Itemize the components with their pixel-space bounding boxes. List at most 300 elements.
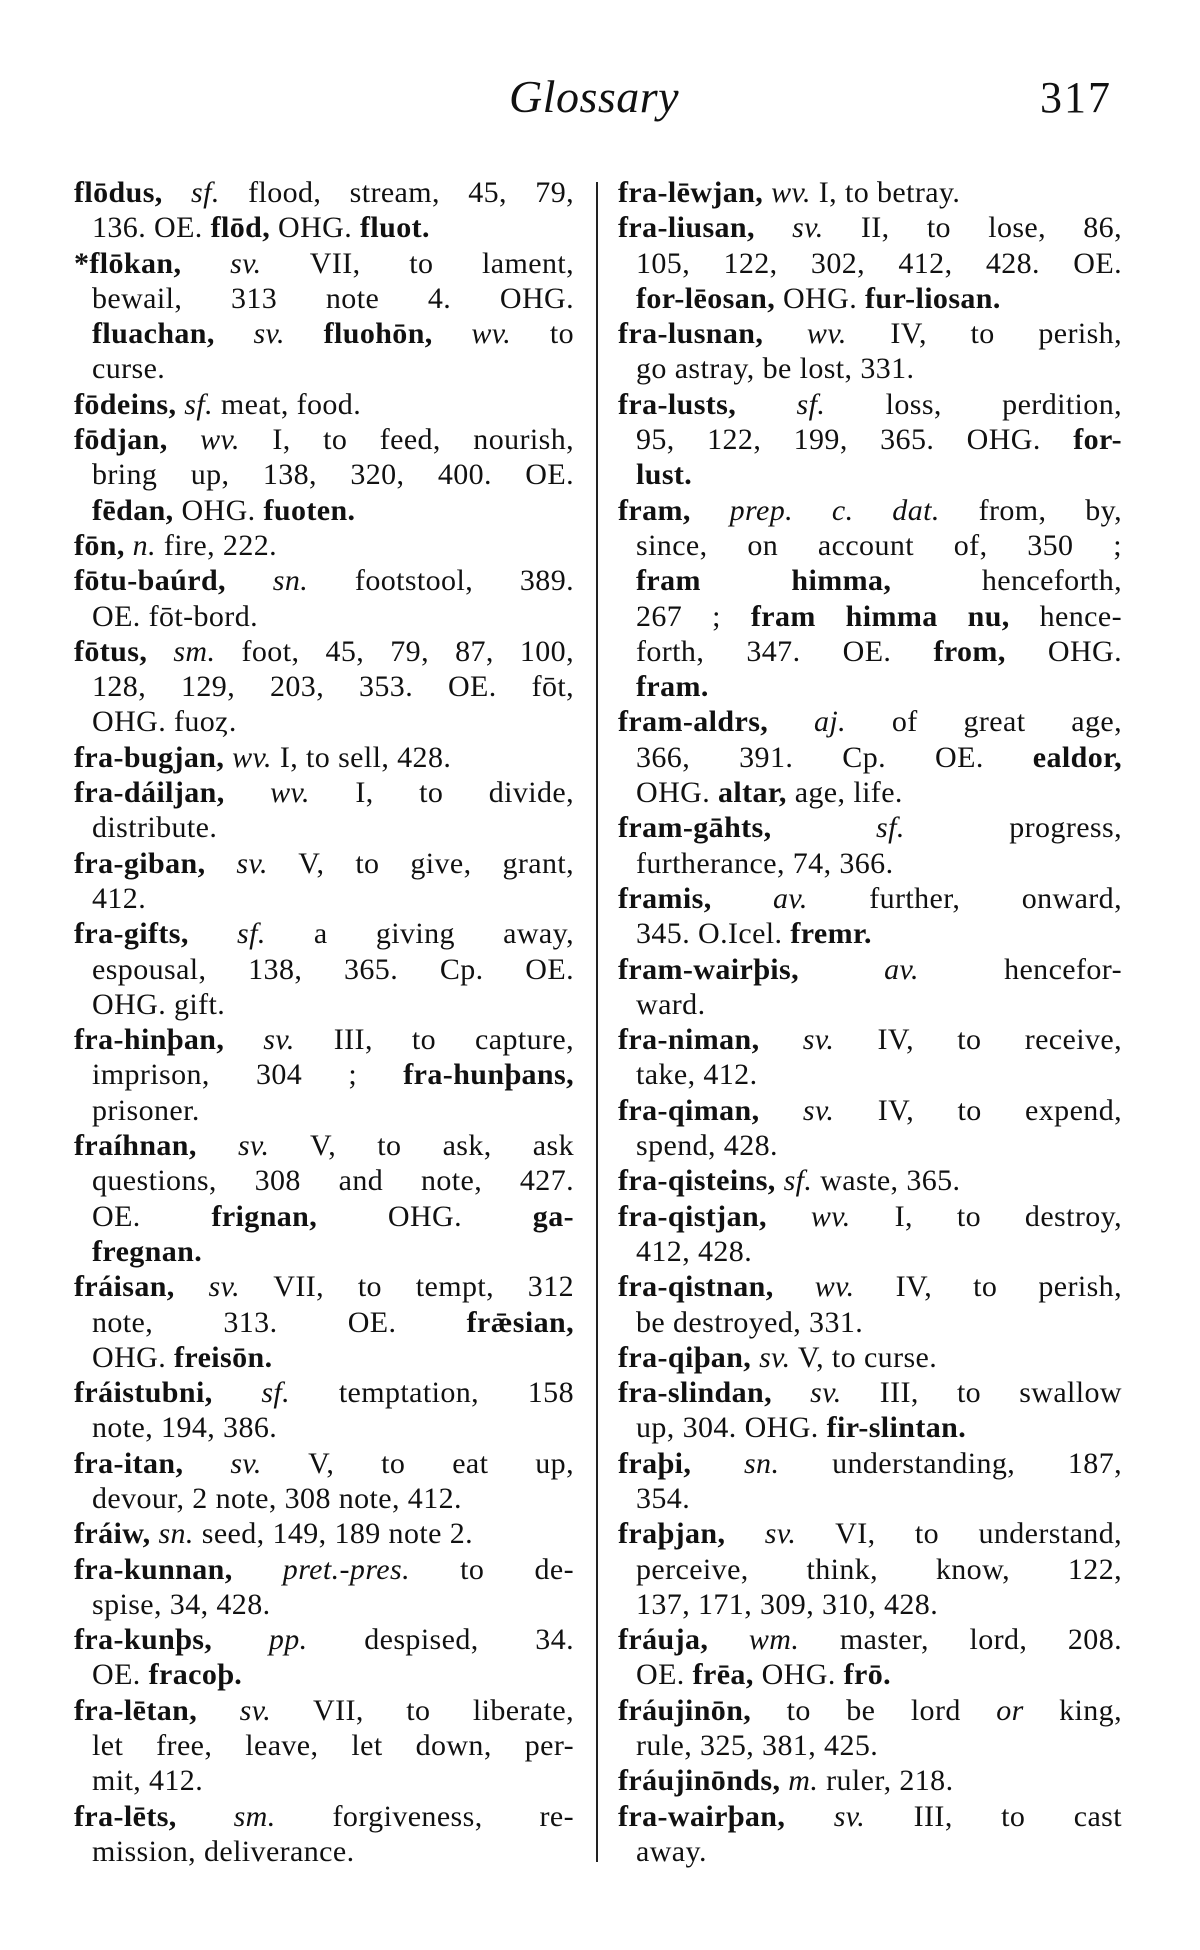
definition-text: forth, 347. OE. xyxy=(636,634,934,668)
entry-line xyxy=(618,1763,1122,1798)
definition-text: OHG. xyxy=(636,776,718,810)
headword-text: fra-qisteins, xyxy=(618,1164,776,1198)
entry-line xyxy=(618,599,1122,634)
entry-line xyxy=(618,1728,1122,1763)
definition-text: prisoner. xyxy=(92,1093,200,1127)
entry-line xyxy=(74,1799,574,1834)
entry-line xyxy=(618,775,1122,810)
grammar-label: aj. xyxy=(768,705,847,739)
glossary-entry xyxy=(74,1022,574,1128)
grammar-label: pret.-pres. xyxy=(232,1552,410,1586)
headword-text: fracoþ. xyxy=(148,1658,243,1692)
glossary-entry xyxy=(618,1022,1122,1093)
definition-text: of great age, xyxy=(846,705,1122,739)
definition-text: 412, 428. xyxy=(636,1234,753,1268)
entry-line xyxy=(618,1410,1122,1445)
grammar-label: sv. xyxy=(197,1693,272,1727)
definition-text: III, to swallow xyxy=(841,1376,1122,1410)
definition-text: distribute. xyxy=(92,811,218,845)
headword-text: fremr. xyxy=(790,917,872,951)
glossary-entry xyxy=(74,1269,574,1375)
definition-text: 105, 122, 302, 412, 428. OE. xyxy=(636,246,1122,280)
entry-line xyxy=(618,1693,1122,1728)
definition-text: IV, to expend, xyxy=(834,1093,1122,1127)
definition-text: V, to curse. xyxy=(790,1340,938,1374)
grammar-label: wv. xyxy=(224,776,310,810)
glossary-entry xyxy=(618,704,1122,810)
headword-text: ga- xyxy=(532,1199,574,1233)
grammar-label: wv. xyxy=(766,1199,851,1233)
headword-text: fram himma nu, xyxy=(750,599,1010,633)
grammar-label: sv. xyxy=(772,1376,842,1410)
entry-line xyxy=(74,1022,574,1057)
entry-line xyxy=(74,1128,574,1163)
entry-line xyxy=(74,316,574,351)
definition-text: IV, to perish, xyxy=(854,1270,1122,1304)
grammar-label: wv. xyxy=(167,423,240,457)
definition-text: despised, 34. xyxy=(307,1623,574,1657)
grammar-label: wv. xyxy=(763,176,811,209)
entry-line xyxy=(618,246,1122,281)
glossary-entry xyxy=(74,740,574,775)
glossary-entry xyxy=(618,881,1122,952)
grammar-label: sv. xyxy=(205,846,268,880)
entry-line xyxy=(74,1269,574,1304)
glossary-entry xyxy=(74,1693,574,1799)
entry-line xyxy=(74,1763,574,1798)
entry-line xyxy=(74,1375,574,1410)
definition-text: OHG. xyxy=(775,281,865,315)
entry-line xyxy=(74,1057,574,1092)
definition-text: up, 304. OHG. xyxy=(636,1411,827,1445)
glossary-entry xyxy=(74,775,574,846)
definition-text: II, to lose, 86, xyxy=(823,211,1122,245)
definition-text: rule, 325, 381, 425. xyxy=(636,1729,879,1763)
headword-text: fluot. xyxy=(360,211,430,245)
entry-line xyxy=(74,1728,574,1763)
definition-text: hencefor- xyxy=(918,952,1122,986)
headword-text: fra-gifts, xyxy=(74,917,189,951)
headword-text: fráistubni, xyxy=(74,1376,213,1410)
definition-text: to xyxy=(511,317,574,351)
entry-line xyxy=(618,457,1122,492)
definition-text: I, to sell, 428. xyxy=(271,740,452,774)
entry-line xyxy=(74,1516,574,1551)
headword-text: framis, xyxy=(618,881,712,915)
grammar-label: sv. xyxy=(214,317,285,351)
glossary-entry xyxy=(74,175,574,246)
entry-line xyxy=(618,1799,1122,1834)
headword-text: fra-qiþan, xyxy=(618,1340,752,1374)
definition-text: I, to destroy, xyxy=(850,1199,1122,1233)
definition-text: 95, 122, 199, 365. OHG. xyxy=(636,423,1074,457)
entry-line xyxy=(618,740,1122,775)
headword-text: flōd, xyxy=(210,211,271,245)
glossary-entry xyxy=(618,1093,1122,1164)
grammar-label: sv. xyxy=(224,1023,295,1057)
glossary-column-left xyxy=(74,175,574,1869)
glossary-entry xyxy=(74,1375,574,1446)
headword-text: fra-qistjan, xyxy=(618,1199,767,1233)
headword-text: fra-hinþan, xyxy=(74,1023,225,1057)
glossary-entry xyxy=(618,387,1122,493)
entry-line xyxy=(618,1516,1122,1551)
entry-line xyxy=(74,1657,574,1692)
entry-line xyxy=(74,1410,574,1445)
definition-text: imprison, 304 ; xyxy=(92,1058,404,1092)
entry-line xyxy=(74,634,574,669)
definition-text: hence- xyxy=(1009,599,1122,633)
definition-text: OHG. gift. xyxy=(92,987,226,1021)
definition-text: take, 412. xyxy=(636,1058,758,1092)
definition-text: let free, leave, let down, per- xyxy=(92,1729,574,1763)
definition-text: further, onward, xyxy=(807,881,1122,915)
definition-text: away. xyxy=(636,1834,707,1868)
definition-text: ward. xyxy=(636,987,706,1021)
grammar-label: wv. xyxy=(763,317,847,351)
glossary-entry xyxy=(618,316,1122,387)
entry-line xyxy=(74,1199,574,1234)
entry-line xyxy=(74,1093,574,1128)
definition-text: OHG. xyxy=(270,211,361,245)
definition-text: go astray, be lost, 331. xyxy=(636,352,915,386)
headword-text: fuoten. xyxy=(263,493,356,527)
definition-text: waste, 365. xyxy=(812,1164,961,1198)
headword-text: fra-dáiljan, xyxy=(74,776,225,810)
headword-text: fra-liusan, xyxy=(618,211,755,245)
entry-line xyxy=(74,810,574,845)
grammar-label: av. xyxy=(799,952,919,986)
headword-text: fōdjan, xyxy=(74,423,168,457)
headword-text: fōn, xyxy=(74,528,125,562)
definition-text: OHG. xyxy=(173,493,264,527)
entry-line xyxy=(618,1234,1122,1269)
glossary-entry xyxy=(74,1516,574,1551)
entry-line xyxy=(618,952,1122,987)
definition-text: IV, to receive, xyxy=(834,1023,1122,1057)
entry-line xyxy=(74,952,574,987)
headword-text: fra-kunþs, xyxy=(74,1623,213,1657)
headword-text: fram-wairþis, xyxy=(618,952,799,986)
headword-text: fra-lēwjan, xyxy=(618,176,764,209)
entry-line xyxy=(74,528,574,563)
definition-text: perceive, think, know, 122, xyxy=(636,1552,1122,1586)
grammar-label: sm. xyxy=(176,1799,276,1833)
definition-text: since, on account of, 350 ; xyxy=(636,528,1122,562)
definition-text: ruler, 218. xyxy=(818,1764,954,1798)
headword-text: fráujinōn, xyxy=(618,1693,752,1727)
headword-text: frēa, xyxy=(692,1658,754,1692)
glossary-entry xyxy=(74,246,574,387)
headword-text: from, xyxy=(933,634,1006,668)
headword-text: fluachan, xyxy=(92,317,215,351)
headword-text: frō. xyxy=(843,1658,892,1692)
headword-text: altar, xyxy=(718,776,787,810)
entry-line xyxy=(74,740,574,775)
definition-text: curse. xyxy=(92,352,166,386)
headword-text: frignan, xyxy=(211,1199,318,1233)
grammar-label: sv. xyxy=(759,1093,835,1127)
headword-text: fram-gāhts, xyxy=(618,811,772,845)
definition-text xyxy=(285,317,324,350)
definition-text: questions, 308 and note, 427. xyxy=(92,1164,574,1198)
glossary-entry xyxy=(618,493,1122,705)
entry-line xyxy=(618,881,1122,916)
grammar-label: sv. xyxy=(196,1129,270,1163)
grammar-label: sv. xyxy=(785,1799,866,1833)
glossary-entry xyxy=(74,634,574,740)
entry-line xyxy=(618,669,1122,704)
headword-text: fra-lētan, xyxy=(74,1693,198,1727)
entry-line xyxy=(74,1305,574,1340)
definition-text: from, by, xyxy=(939,493,1122,527)
definition-text: 137, 171, 309, 310, 428. xyxy=(636,1587,939,1621)
definition-text: foot, 45, 79, 87, 100, xyxy=(215,634,574,668)
headword-text: fregnan. xyxy=(92,1234,203,1268)
entry-line xyxy=(74,210,574,245)
definition-text: forgiveness, re- xyxy=(275,1799,574,1833)
entry-line xyxy=(618,351,1122,386)
definition-text: devour, 2 note, 308 note, 412. xyxy=(92,1481,462,1515)
entry-line xyxy=(618,1199,1122,1234)
definition-text: a giving away, xyxy=(265,917,574,951)
definition-text: III, to cast xyxy=(865,1799,1122,1833)
headword-text: fra-kunnan, xyxy=(74,1552,233,1586)
headword-text: fra-lusnan, xyxy=(618,317,764,351)
glossary-entry xyxy=(74,528,574,563)
glossary-entry xyxy=(618,1163,1122,1198)
glossary-entry xyxy=(74,1552,574,1623)
headword-text: fra-giban, xyxy=(74,846,206,880)
headword-text: for-lēosan, xyxy=(636,281,776,315)
glossary-entry xyxy=(618,1375,1122,1446)
page-number: 317 xyxy=(1040,73,1112,122)
entry-line xyxy=(618,1375,1122,1410)
grammar-label: wm. xyxy=(708,1623,800,1657)
headword-text: fēdan, xyxy=(92,493,174,527)
definition-text: OHG. xyxy=(1005,634,1122,668)
grammar-label: sv. xyxy=(181,246,262,280)
definition-text: OE. xyxy=(636,1658,693,1692)
definition-text: 136. OE. xyxy=(92,211,211,245)
grammar-label: sf. xyxy=(176,387,214,421)
grammar-label: m. xyxy=(780,1764,819,1798)
entry-line xyxy=(618,1481,1122,1516)
entry-line xyxy=(74,1834,574,1869)
definition-text: VII, to liberate, xyxy=(271,1693,574,1727)
definition-text: 267 ; xyxy=(636,599,751,633)
headword-text: fráisan, xyxy=(74,1270,175,1304)
definition-text: V, to ask, ask xyxy=(269,1129,574,1163)
entry-line xyxy=(74,1481,574,1516)
entry-line xyxy=(74,563,574,598)
glossary-entry xyxy=(618,1199,1122,1270)
definition-text: spise, 34, 428. xyxy=(92,1587,271,1621)
headword-text: *flōkan, xyxy=(74,246,182,280)
definition-text: footstool, 389. xyxy=(308,564,574,598)
headword-text: fōtus, xyxy=(74,634,148,668)
grammar-label: or xyxy=(996,1693,1024,1727)
definition-text: OHG. fuoȥ. xyxy=(92,705,237,739)
definition-text: espousal, 138, 365. Cp. OE. xyxy=(92,952,574,986)
definition-text: OE. xyxy=(92,1658,149,1692)
entry-line xyxy=(618,846,1122,881)
grammar-label: sv. xyxy=(174,1270,240,1304)
headword-text: fra-hunþans, xyxy=(403,1058,574,1092)
glossary-entry xyxy=(74,846,574,917)
definition-text: flood, stream, 45, 79, xyxy=(219,176,574,209)
grammar-label: wv. xyxy=(773,1270,855,1304)
definition-text: mission, deliverance. xyxy=(92,1834,355,1868)
glossary-entry xyxy=(618,1799,1122,1870)
entry-line xyxy=(74,1622,574,1657)
definition-text: V, to give, grant, xyxy=(267,846,575,880)
definition-text: henceforth, xyxy=(891,564,1123,598)
glossary-entry xyxy=(618,1269,1122,1340)
entry-line xyxy=(618,281,1122,316)
entry-line xyxy=(618,387,1122,422)
headword-text: frǣsian, xyxy=(466,1305,574,1339)
entry-line xyxy=(618,210,1122,245)
grammar-label: n. xyxy=(124,528,156,562)
headword-text: fra-slindan, xyxy=(618,1376,772,1410)
headword-text: fráuja, xyxy=(618,1623,709,1657)
grammar-label: sf. xyxy=(188,917,266,951)
entry-line xyxy=(618,704,1122,739)
grammar-label: sv. xyxy=(759,1023,835,1057)
grammar-label: wv. xyxy=(432,317,512,351)
entry-line xyxy=(74,175,574,210)
headword-text: fōdeins, xyxy=(74,387,177,421)
definition-text: IV, to perish, xyxy=(846,317,1122,351)
definition-text: king, xyxy=(1023,1693,1122,1727)
headword-text: flōdus, xyxy=(74,176,163,209)
headword-text: fraþi, xyxy=(618,1446,692,1480)
entry-line xyxy=(618,1340,1122,1375)
definition-text: bring up, 138, 320, 400. OE. xyxy=(92,458,574,492)
glossary-entry xyxy=(74,422,574,528)
entry-line xyxy=(618,1022,1122,1057)
glossary-entry xyxy=(74,1799,574,1870)
entry-line xyxy=(74,1693,574,1728)
glossary-entry xyxy=(618,210,1122,316)
definition-text: note, 313. OE. xyxy=(92,1305,467,1339)
entry-line xyxy=(618,1657,1122,1692)
definition-text: I, to feed, nourish, xyxy=(239,423,574,457)
definition-text: note, 194, 386. xyxy=(92,1411,278,1445)
glossary-entry xyxy=(618,1446,1122,1517)
definition-text: loss, perdition, xyxy=(825,387,1122,421)
entry-line xyxy=(74,1163,574,1198)
grammar-label: sn. xyxy=(691,1446,780,1480)
glossary-entry xyxy=(74,1446,574,1517)
definition-text: master, lord, 208. xyxy=(799,1623,1122,1657)
definition-text: OHG. xyxy=(92,1340,174,1374)
headword-text: fur-liosan. xyxy=(865,281,1001,315)
entry-line xyxy=(618,634,1122,669)
glossary-entry xyxy=(74,387,574,422)
headword-text: fra-wairþan, xyxy=(618,1799,786,1833)
grammar-label: sn. xyxy=(225,564,309,598)
headword-text: ealdor, xyxy=(1032,740,1122,774)
entry-line xyxy=(618,810,1122,845)
definition-text: 128, 129, 203, 353. OE. fōt, xyxy=(92,670,574,704)
entry-line xyxy=(618,916,1122,951)
grammar-label: sf. xyxy=(775,1164,813,1198)
glossary-entry xyxy=(618,1622,1122,1693)
definition-text: VII, to tempt, 312 xyxy=(239,1270,574,1304)
grammar-label: prep. c. dat. xyxy=(690,493,940,527)
definition-text: bewail, 313 note 4. OHG. xyxy=(92,281,574,315)
definition-text: to be lord xyxy=(751,1693,997,1727)
entry-line xyxy=(618,175,1122,210)
grammar-label: sf. xyxy=(771,811,905,845)
entry-line xyxy=(74,846,574,881)
headword-text: freisōn. xyxy=(174,1340,273,1374)
headword-text: fra-bugjan, xyxy=(74,740,225,774)
headword-text: fra-qiman, xyxy=(618,1093,760,1127)
headword-text: fram himma, xyxy=(636,564,892,598)
glossary-entry xyxy=(618,810,1122,881)
grammar-label: sf. xyxy=(162,176,220,209)
definition-text: understanding, 187, xyxy=(779,1446,1123,1480)
headword-text: fram-aldrs, xyxy=(618,705,769,739)
definition-text: meat, food. xyxy=(213,387,362,421)
entry-line xyxy=(74,351,574,386)
entry-line xyxy=(74,1446,574,1481)
definition-text: VI, to understand, xyxy=(796,1517,1122,1551)
entry-line xyxy=(618,1269,1122,1304)
grammar-label: pp. xyxy=(212,1623,308,1657)
headword-text: fōtu-baúrd, xyxy=(74,564,226,598)
entry-line xyxy=(618,422,1122,457)
grammar-label: sv. xyxy=(183,1446,262,1480)
grammar-label: sv. xyxy=(751,1340,791,1374)
entry-line xyxy=(74,916,574,951)
entry-line xyxy=(618,1552,1122,1587)
glossary-entry xyxy=(74,563,574,634)
grammar-label: sv. xyxy=(754,211,824,245)
glossary-entry xyxy=(74,1128,574,1269)
headword-text: for- xyxy=(1073,423,1122,457)
headword-text: lust. xyxy=(636,458,693,492)
definition-text: mit, 412. xyxy=(92,1764,204,1798)
headword-text: fram, xyxy=(618,493,691,527)
entry-line xyxy=(618,1446,1122,1481)
entry-line xyxy=(618,528,1122,563)
entry-line xyxy=(74,704,574,739)
entry-line xyxy=(74,387,574,422)
headword-text: fraíhnan, xyxy=(74,1129,197,1163)
entry-line xyxy=(618,1057,1122,1092)
headword-text: fra-qistnan, xyxy=(618,1270,774,1304)
entry-line xyxy=(618,1587,1122,1622)
headword-text: fluohōn, xyxy=(323,317,433,351)
definition-text: 412. xyxy=(92,881,147,915)
entry-line xyxy=(618,1622,1122,1657)
entry-line xyxy=(618,1093,1122,1128)
definition-text: progress, xyxy=(904,811,1122,845)
glossary-entry xyxy=(618,175,1122,210)
grammar-label: sm. xyxy=(147,634,216,668)
entry-line xyxy=(74,1234,574,1269)
definition-text: V, to eat up, xyxy=(261,1446,574,1480)
glossary-entry xyxy=(618,1516,1122,1622)
definition-text: furtherance, 74, 366. xyxy=(636,846,894,880)
entry-line xyxy=(74,1552,574,1587)
headword-text: fra-lusts, xyxy=(618,387,737,421)
column-divider xyxy=(596,182,598,1862)
